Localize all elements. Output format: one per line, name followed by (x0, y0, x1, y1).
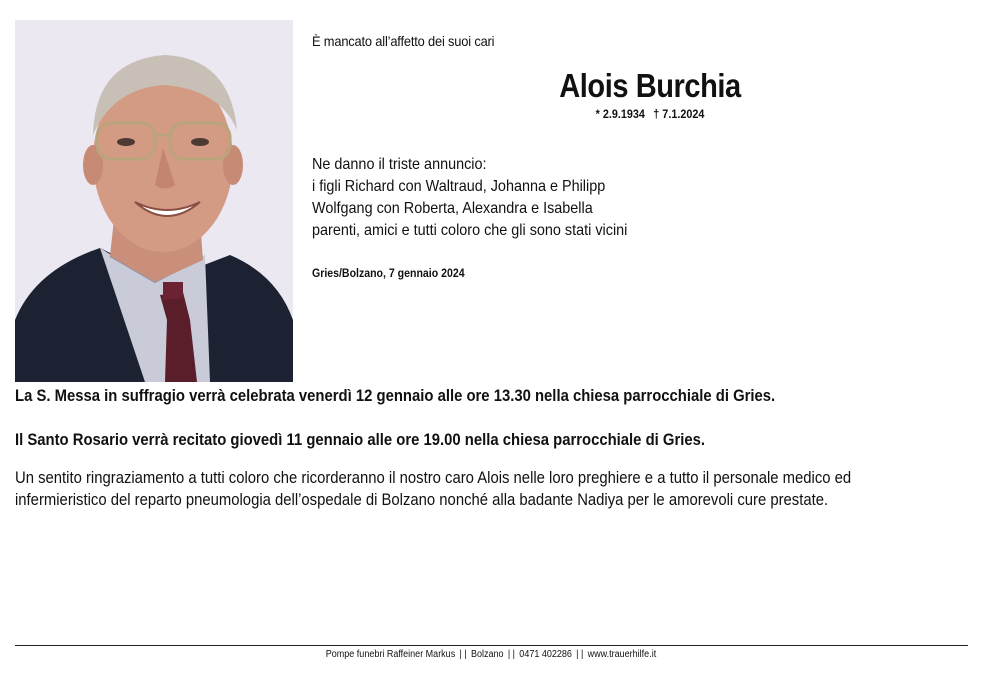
deceased-name: Alois Burchia (559, 67, 741, 104)
thanks-line: infermieristico del reparto pneumologia dell’ospedale di Bolzano nonché alla badante Nadiya per le amorevoli cure prestate. (15, 491, 829, 509)
death-date: † 7.1.2024 (653, 107, 705, 121)
footer-phone: 0471 402286 (519, 649, 572, 660)
life-dates (515, 107, 785, 121)
announcement-block (312, 154, 627, 242)
footer-divider (15, 645, 968, 646)
footer (49, 649, 933, 660)
footer-website[interactable]: www.trauerhilfe.it (587, 649, 657, 660)
footer-separator: | | (507, 649, 516, 660)
mass-notice: La S. Messa in suffragio verrà celebrata venerdì 12 gennaio alle ore 13.30 nella chiesa parrocchiale di Gries. (15, 387, 776, 405)
birth-date: * 2.9.1934 (595, 107, 645, 121)
place-date: Gries/Bolzano, 7 gennaio 2024 (312, 266, 465, 280)
intro-text: È mancato all’affetto dei suoi cari (312, 33, 495, 49)
announcement-line: parenti, amici e tutti coloro che gli sono stati vicini (312, 222, 628, 239)
footer-city: Bolzano (470, 649, 504, 660)
thanks-line: Un sentito ringraziamento a tutti coloro che ricorderanno il nostro caro Alois nelle loro preghiere e a tutto il personale medico ed (15, 469, 852, 487)
announcement-line: i figli Richard con Waltraud, Johanna e Philipp (312, 178, 606, 195)
portrait-photo (15, 20, 293, 382)
footer-separator: | | (576, 649, 584, 660)
rosary-notice: Il Santo Rosario verrà recitato giovedì 11 gennaio alle ore 19.00 nella chiesa parrocchiale di Gries. (15, 431, 705, 449)
announcement-line: Ne danno il triste annuncio: (312, 156, 487, 173)
footer-company: Pompe funebri Raffeiner Markus (325, 649, 456, 660)
announcement-line: Wolfgang con Roberta, Alexandra e Isabella (312, 200, 593, 217)
footer-separator: | | (459, 649, 467, 660)
thanks-paragraph (15, 467, 915, 511)
